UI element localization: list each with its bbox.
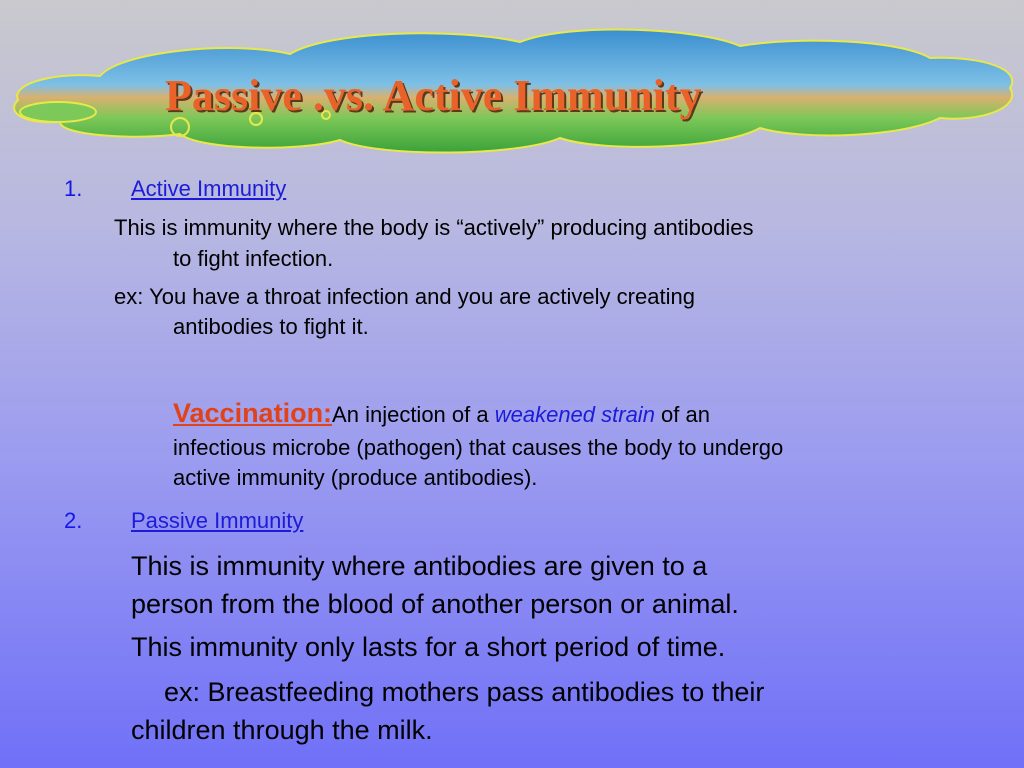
vaccination-line1 <box>173 398 710 430</box>
vaccination-text-after: of an <box>654 402 710 427</box>
vaccination-text-before: An injection of a <box>332 402 495 427</box>
slide-title: Passive .vs. Active Immunity <box>165 71 702 120</box>
passive-definition-line2: person from the blood of another person or animal. <box>131 589 739 619</box>
passive-example-line2: children through the milk. <box>131 715 433 745</box>
active-definition-line2: to fight infection. <box>173 246 334 271</box>
vaccination-line2: infectious microbe (pathogen) that causes the body to undergo <box>173 435 784 460</box>
passive-definition-line1: This is immunity where antibodies are given to a <box>131 551 708 581</box>
passive-immunity-link[interactable]: Passive Immunity <box>131 508 304 533</box>
passive-example-line1: ex: Breastfeeding mothers pass antibodies to their <box>164 677 765 707</box>
item-2-number: 2. <box>64 508 83 533</box>
active-example-line1: ex: You have a throat infection and you are actively creating <box>114 284 695 309</box>
vaccination-line3: active immunity (produce antibodies). <box>173 465 538 490</box>
passive-duration: This immunity only lasts for a short period of time. <box>131 632 726 662</box>
item-1-number: 1. <box>64 176 83 201</box>
weakened-strain-emphasis: weakened strain <box>494 402 655 427</box>
active-example-line2: antibodies to fight it. <box>173 314 369 339</box>
vaccination-term: Vaccination: <box>173 398 333 428</box>
active-immunity-link[interactable]: Active Immunity <box>131 176 287 201</box>
active-definition-line1: This is immunity where the body is “actively” producing antibodies <box>114 215 754 240</box>
